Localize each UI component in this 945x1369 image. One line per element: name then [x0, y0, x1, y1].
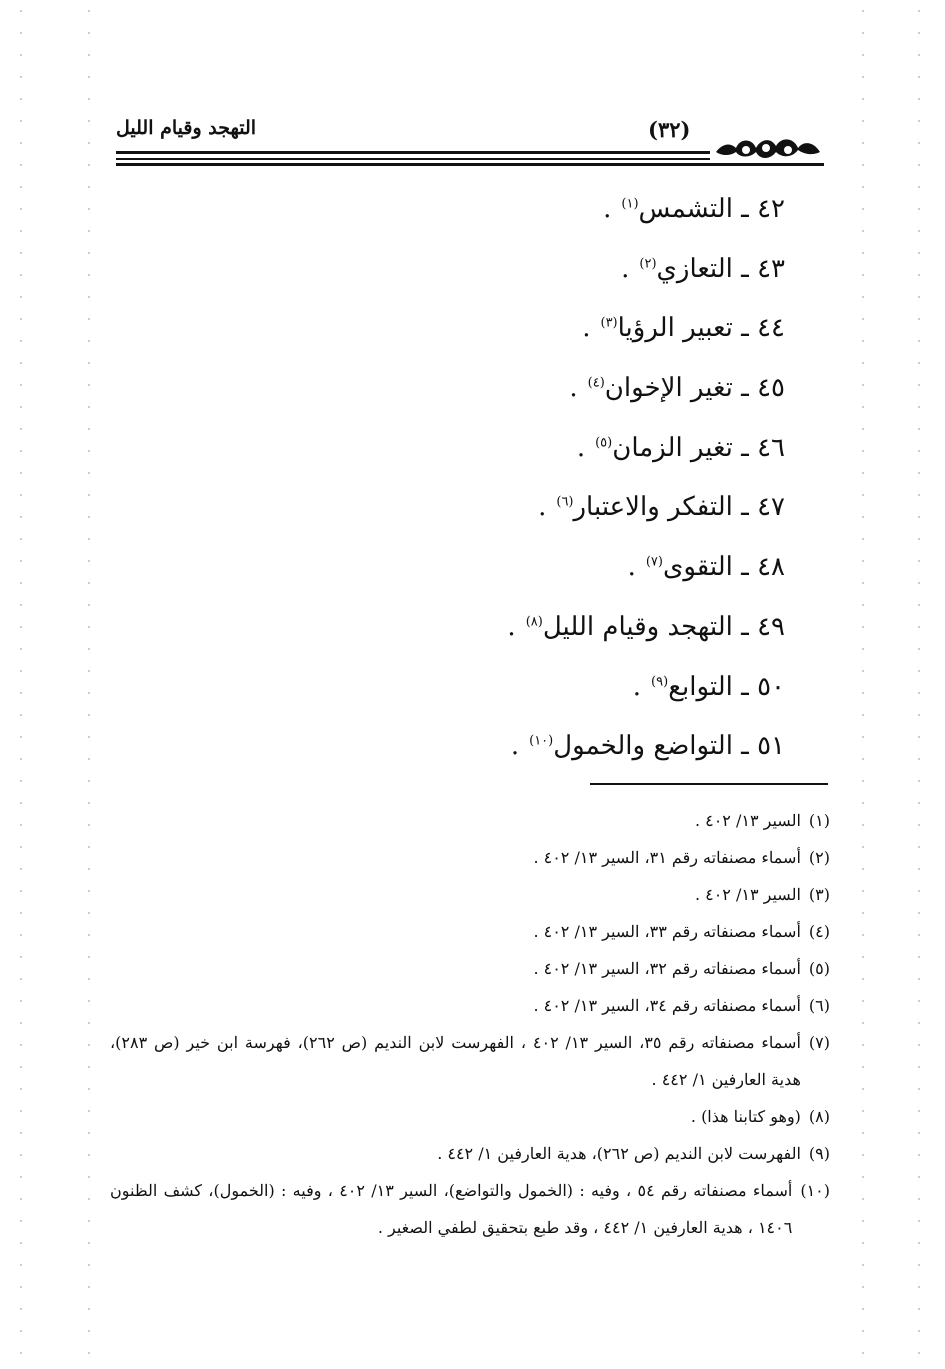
period: .	[569, 373, 578, 404]
scan-dots-right-inner	[862, 0, 864, 1369]
footnote-text: (وهو كتابنا هذا) .	[690, 1107, 801, 1126]
work-item	[285, 240, 785, 300]
footnote	[110, 1135, 830, 1172]
footnote-number: (٣)	[808, 885, 830, 904]
running-header-title: التهجد وقيام الليل	[116, 117, 257, 139]
footnote-text: الفهرست لابن النديم (ص ٢٦٢)، هدية العارفين ١/ ٤٤٢ .	[437, 1144, 801, 1163]
period: .	[538, 492, 547, 523]
header-rule	[116, 163, 824, 166]
footnote-ref: (٨)	[525, 614, 543, 630]
footnote-separator	[590, 783, 828, 785]
footnote-number: (٢)	[808, 848, 830, 867]
work-title: ٤٢ ـ التشمس	[638, 194, 785, 224]
footnote-number: (٧)	[808, 1033, 830, 1052]
work-title: ٥٠ ـ التوابع	[668, 671, 785, 702]
period: .	[603, 194, 612, 224]
work-title: ٤٨ ـ التقوى	[662, 552, 785, 583]
footnote-ref: (٧)	[645, 554, 663, 570]
work-item	[285, 658, 785, 718]
footnote-text: أسماء مصنفاته رقم ٥٤ ، وفيه : (الخمول والتواضع)، السير ١٣/ ٤٠٢ ، وفيه : (الخمول)، كشف الظنون ١٤٠٦ ، هدية العارفين ١/ ٤٤٢ ، وقد طبع بتحقيق لطفي الصغير .	[110, 1181, 793, 1237]
footnote-number: (٥)	[808, 959, 830, 978]
footnote-text: أسماء مصنفاته رقم ٣٢، السير ١٣/ ٤٠٢ .	[533, 959, 801, 978]
scan-dots-left	[20, 0, 22, 1369]
work-item	[285, 180, 785, 240]
footnote-ref: (٩)	[651, 673, 669, 689]
footnote	[110, 802, 830, 839]
footnote	[110, 1024, 830, 1098]
footnote-number: (٩)	[808, 1144, 830, 1163]
page-number: (٣٢)	[648, 117, 691, 142]
footnote-number: (١٠)	[800, 1181, 830, 1200]
header-rule	[116, 158, 710, 160]
footnote	[110, 1098, 830, 1135]
period: .	[632, 671, 642, 702]
footnote-text: السير ١٣/ ٤٠٢ .	[694, 811, 801, 830]
footnote-text: أسماء مصنفاته رقم ٣٤، السير ١٣/ ٤٠٢ .	[533, 996, 801, 1015]
footnote-text: أسماء مصنفاته رقم ٣١، السير ١٣/ ٤٠٢ .	[533, 848, 801, 867]
period: .	[576, 432, 586, 463]
footnote-number: (٤)	[808, 922, 830, 941]
work-item	[285, 717, 785, 777]
period: .	[510, 731, 520, 762]
works-list	[285, 180, 785, 777]
period: .	[621, 253, 630, 284]
footnote	[110, 987, 830, 1024]
footnote	[110, 950, 830, 987]
footnote-ref: (٥)	[595, 435, 613, 451]
period: .	[507, 611, 516, 642]
period: .	[627, 552, 636, 583]
footnote	[110, 876, 830, 913]
footnote-number: (١)	[808, 811, 830, 830]
work-item	[285, 299, 785, 359]
scan-dots-left-inner	[88, 0, 90, 1369]
footnote	[110, 839, 830, 876]
work-title: ٤٥ ـ تغير الإخوان	[604, 373, 785, 404]
work-title: ٤٩ ـ التهجد وقيام الليل	[542, 611, 785, 642]
footnote-number: (٦)	[808, 996, 830, 1015]
footnote	[110, 1172, 830, 1246]
work-item	[285, 598, 785, 658]
footnote	[110, 913, 830, 950]
work-item	[285, 419, 785, 479]
footnote-text: أسماء مصنفاته رقم ٣٥، السير ١٣/ ٤٠٢ ، الفهرست لابن النديم (ص ٢٦٢)، فهرسة ابن خير (ص ٢٨٣)، هدية العارفين ١/ ٤٤٢ .	[110, 1033, 801, 1089]
work-title: ٤٦ ـ تغير الزمان	[612, 432, 785, 463]
work-item	[285, 538, 785, 598]
scan-dots-right	[918, 0, 920, 1369]
footnote-text: السير ١٣/ ٤٠٢ .	[694, 885, 801, 904]
footnote-ref: (١)	[621, 196, 639, 212]
footnote-ref: (٤)	[587, 375, 605, 391]
footnote-ref: (١٠)	[529, 733, 554, 749]
footnotes-list	[110, 802, 830, 1246]
footnote-text: أسماء مصنفاته رقم ٣٣، السير ١٣/ ٤٠٢ .	[533, 922, 801, 941]
work-item	[285, 359, 785, 419]
header-rule	[116, 151, 710, 154]
footnote-ref: (٦)	[556, 494, 574, 510]
work-title: ٤٣ ـ التعازي	[656, 253, 785, 284]
work-title: ٤٤ ـ تعبير الرؤيا	[617, 313, 785, 344]
footnote-number: (٨)	[808, 1107, 830, 1126]
period: .	[582, 313, 591, 344]
work-title: ٥١ ـ التواضع والخمول	[553, 731, 785, 762]
footnote-ref: (٢)	[639, 256, 657, 272]
footnote-ref: (٣)	[600, 315, 618, 331]
work-item	[285, 478, 785, 538]
work-title: ٤٧ ـ التفكر والاعتبار	[573, 492, 785, 523]
